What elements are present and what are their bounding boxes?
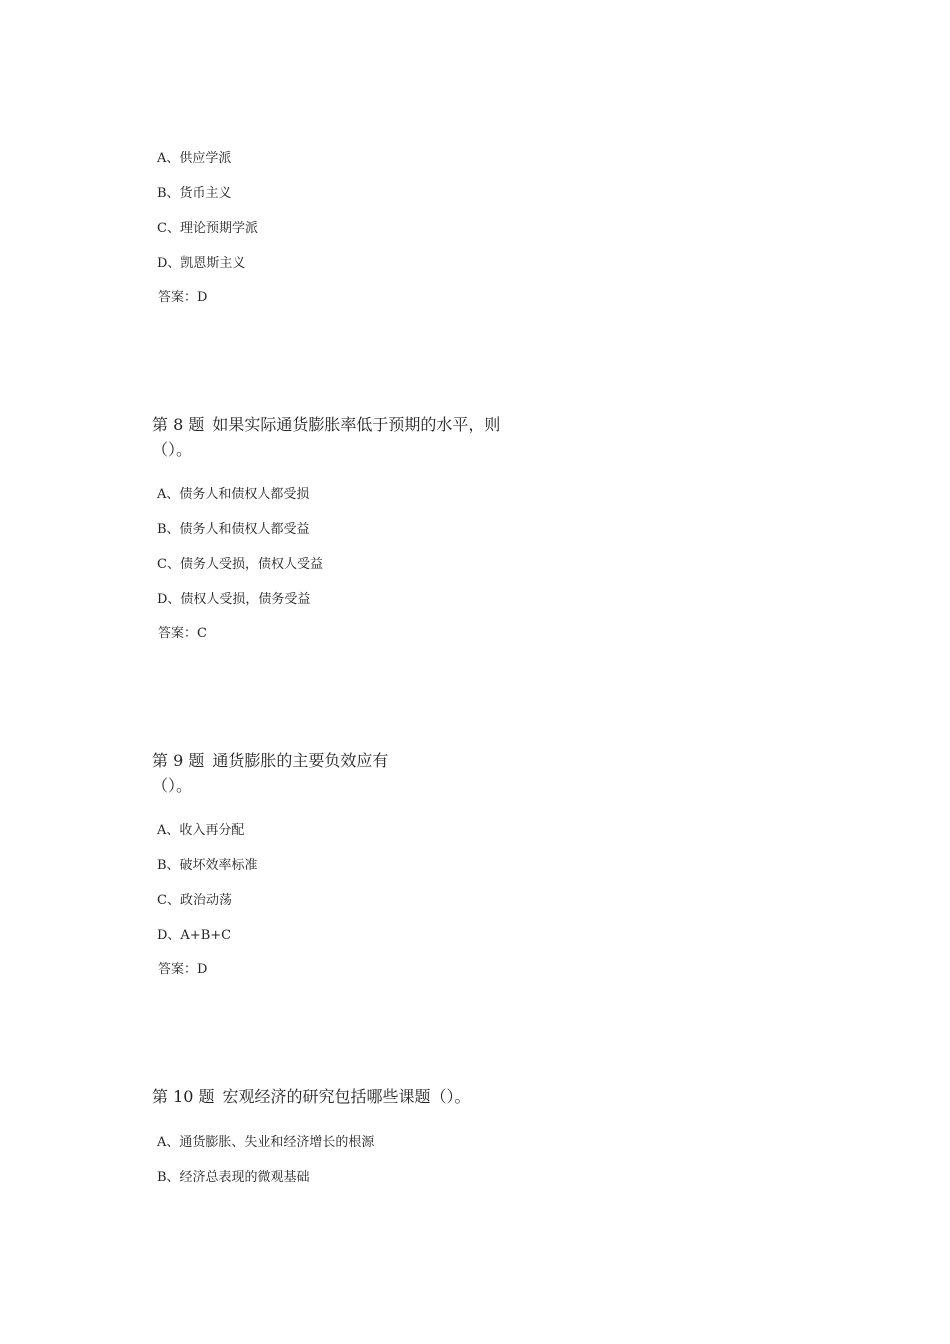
q9-title bbox=[152, 750, 388, 772]
q7-option-b: B、货币主义 bbox=[157, 186, 232, 201]
q8-option-a: A、债务人和债权人都受损 bbox=[157, 487, 310, 502]
q10-option-b: B、经济总表现的微观基础 bbox=[157, 1170, 310, 1185]
q10-title bbox=[152, 1086, 471, 1108]
q7-answer: 答案：D bbox=[158, 290, 208, 305]
q9-option-b: B、破坏效率标准 bbox=[157, 858, 258, 873]
q9-answer: 答案：D bbox=[158, 962, 208, 977]
q9-option-a: A、收入再分配 bbox=[157, 823, 245, 838]
q8-answer: 答案：C bbox=[158, 626, 207, 641]
q8-option-d: D、债权人受损，债务受益 bbox=[157, 592, 311, 607]
q9-option-c: C、政治动荡 bbox=[157, 893, 232, 908]
q7-option-c: C、理论预期学派 bbox=[157, 221, 258, 236]
q9-text: 通货膨胀的主要负效应有 bbox=[212, 751, 389, 770]
q10-text: 宏观经济的研究包括哪些课题（）。 bbox=[222, 1087, 471, 1106]
q7-option-a: A、供应学派 bbox=[157, 151, 232, 166]
q7-option-d: D、凯恩斯主义 bbox=[157, 256, 246, 271]
q9-text-continued: （）。 bbox=[152, 776, 193, 795]
q10-number: 第 10 题 bbox=[152, 1087, 215, 1106]
q8-text: 如果实际通货膨胀率低于预期的水平，则 bbox=[212, 415, 501, 434]
q8-title bbox=[152, 414, 500, 436]
q8-number: 第 8 题 bbox=[152, 415, 205, 434]
q8-option-c: C、债务人受损，债权人受益 bbox=[157, 557, 323, 572]
q8-text-continued: （）。 bbox=[152, 440, 193, 459]
q9-option-d: D、A+B+C bbox=[157, 928, 232, 943]
q9-number: 第 9 题 bbox=[152, 751, 205, 770]
q10-option-a: A、通货膨胀、失业和经济增长的根源 bbox=[157, 1135, 375, 1150]
q8-option-b: B、债务人和债权人都受益 bbox=[157, 522, 310, 537]
